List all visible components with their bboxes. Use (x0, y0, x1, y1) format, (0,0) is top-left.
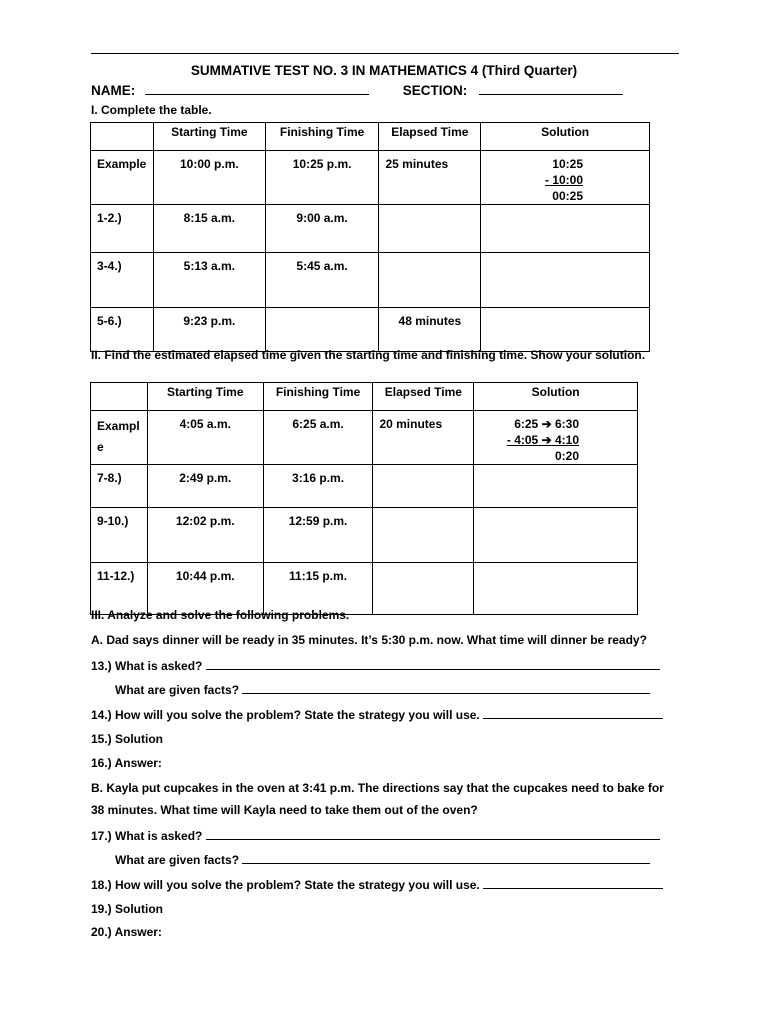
section-label: SECTION: (402, 83, 468, 98)
header-cell: Elapsed Time (373, 383, 474, 411)
solution-cell (481, 151, 650, 205)
answer-line[interactable] (483, 877, 663, 889)
question-label: 14.) How will you solve the problem? State the strategy you will use. (91, 708, 480, 722)
elapsed-answer-cell[interactable] (373, 465, 474, 508)
row-label: 9-10.) (91, 508, 148, 563)
header-cell: Starting Time (153, 123, 265, 151)
finish-cell: 9:00 a.m. (265, 205, 379, 253)
problem-a: A. Dad says dinner will be ready in 35 minutes. It’s 5:30 p.m. now. What time will dinner be ready? (91, 633, 647, 647)
question-13-given (115, 682, 650, 697)
elapsed-answer-cell[interactable] (373, 508, 474, 563)
elapsed-cell: 48 minutes (379, 308, 481, 352)
row-label: Example (91, 151, 154, 205)
finish-cell: 10:25 p.m. (265, 151, 379, 205)
table-row (91, 205, 650, 253)
finish-cell: 6:25 a.m. (263, 411, 373, 465)
question-label: What are given facts? (115, 853, 240, 867)
header-cell: Solution (474, 383, 638, 411)
part2-heading: II. Find the estimated elapsed time given the starting time and finishing time. Show your solution. (91, 348, 646, 362)
start-cell: 4:05 a.m. (147, 411, 263, 465)
part3-heading: III. Analyze and solve the following problems. (91, 608, 350, 622)
answer-line[interactable] (242, 682, 650, 694)
question-label: 13.) What is asked? (91, 659, 203, 673)
start-cell: 10:44 p.m. (147, 563, 263, 615)
header-cell (91, 383, 148, 411)
row-label: 5-6.) (91, 308, 154, 352)
answer-line[interactable] (206, 828, 660, 840)
header-cell: Elapsed Time (379, 123, 481, 151)
finish-cell: 5:45 a.m. (265, 253, 379, 308)
question-label: 18.) How will you solve the problem? State the strategy you will use. (91, 878, 480, 892)
question-20: 20.) Answer: (91, 925, 162, 939)
solution-line: 10:25 (552, 157, 583, 171)
section-field[interactable] (479, 82, 623, 95)
solution-answer-cell[interactable] (481, 253, 650, 308)
table-row (91, 253, 650, 308)
name-section-row (91, 82, 623, 98)
finish-cell: 12:59 p.m. (263, 508, 373, 563)
page-title: SUMMATIVE TEST NO. 3 IN MATHEMATICS 4 (Third Quarter) (190, 63, 578, 78)
finish-answer-cell[interactable] (265, 308, 379, 352)
question-label: 17.) What is asked? (91, 829, 203, 843)
header-cell (91, 123, 154, 151)
table-row (91, 508, 638, 563)
table-header-row (91, 123, 650, 151)
table-row (91, 563, 638, 615)
row-label: Example (91, 411, 148, 465)
arrow-right-icon: ➔ (541, 417, 552, 431)
part1-heading: I. Complete the table. (91, 103, 212, 117)
finish-cell: 3:16 p.m. (263, 465, 373, 508)
top-rule (91, 53, 679, 54)
question-16: 16.) Answer: (91, 756, 162, 770)
start-cell: 9:23 p.m. (153, 308, 265, 352)
elapsed-answer-cell[interactable] (379, 253, 481, 308)
row-label: 11-12.) (91, 563, 148, 615)
solution-answer-cell[interactable] (481, 308, 650, 352)
row-label: 7-8.) (91, 465, 148, 508)
question-17-given (115, 852, 650, 867)
row-label: 3-4.) (91, 253, 154, 308)
start-cell: 8:15 a.m. (153, 205, 265, 253)
solution-line: 0:20 (554, 449, 579, 463)
name-field[interactable] (145, 82, 369, 95)
answer-line[interactable] (483, 707, 663, 719)
header-cell: Starting Time (147, 383, 263, 411)
solution-line: 6:25 ➔ 6:30 (514, 417, 579, 431)
elapsed-cell: 25 minutes (379, 151, 481, 205)
problem-b-line1: B. Kayla put cupcakes in the oven at 3:41 p.m. The directions say that the cupcakes need to bake for (91, 781, 664, 795)
row-label: 1-2.) (91, 205, 154, 253)
solution-answer-cell[interactable] (481, 205, 650, 253)
question-17 (91, 828, 660, 843)
header-cell: Finishing Time (265, 123, 379, 151)
question-19: 19.) Solution (91, 902, 163, 916)
start-cell: 12:02 p.m. (147, 508, 263, 563)
solution-line: 00:25 (552, 189, 583, 203)
finish-cell: 11:15 p.m. (263, 563, 373, 615)
start-cell: 2:49 p.m. (147, 465, 263, 508)
elapsed-cell: 20 minutes (373, 411, 474, 465)
question-15: 15.) Solution (91, 732, 163, 746)
elapsed-answer-cell[interactable] (379, 205, 481, 253)
question-14 (91, 707, 663, 722)
problem-b-line2: 38 minutes. What time will Kayla need to take them out of the oven? (91, 803, 478, 817)
table-row (91, 411, 638, 465)
solution-answer-cell[interactable] (474, 465, 638, 508)
table-header-row (91, 383, 638, 411)
question-label: What are given facts? (115, 683, 240, 697)
question-13 (91, 658, 660, 673)
table-row (91, 151, 650, 205)
solution-answer-cell[interactable] (474, 508, 638, 563)
arrow-right-icon: ➔ (541, 433, 552, 447)
elapsed-answer-cell[interactable] (373, 563, 474, 615)
answer-line[interactable] (242, 852, 650, 864)
solution-line: - 4:05 ➔ 4:10 (506, 433, 579, 447)
start-cell: 10:00 p.m. (153, 151, 265, 205)
question-18 (91, 877, 663, 892)
part2-table (90, 382, 638, 615)
part1-table (90, 122, 650, 352)
header-cell: Solution (481, 123, 650, 151)
header-cell: Finishing Time (263, 383, 373, 411)
table-row (91, 308, 650, 352)
name-label: NAME: (91, 83, 136, 98)
solution-line: - 10:00 (544, 173, 583, 187)
start-cell: 5:13 a.m. (153, 253, 265, 308)
table-row (91, 465, 638, 508)
answer-line[interactable] (206, 658, 660, 670)
solution-cell (474, 411, 638, 465)
solution-answer-cell[interactable] (474, 563, 638, 615)
